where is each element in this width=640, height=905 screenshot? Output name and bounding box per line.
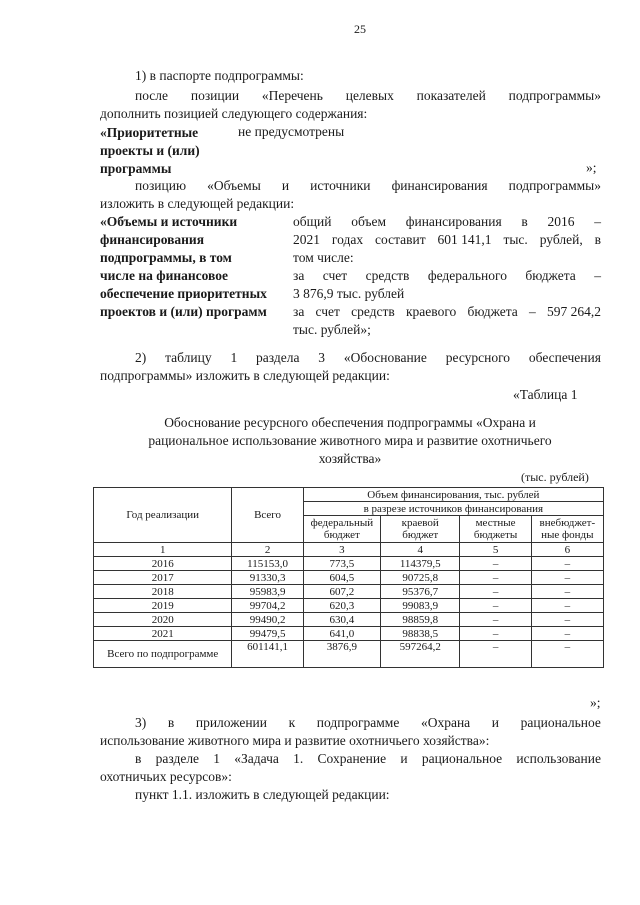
priority-value: не предусмотрены <box>238 124 345 139</box>
cell-local: – <box>460 613 531 627</box>
item3-line1: 3) в приложении к подпрограмме «Охрана и рациональное <box>135 715 601 730</box>
closing-quote-1: »; <box>586 160 597 175</box>
position-line2: изложить в следующей редакции: <box>100 196 295 211</box>
volumes-line2: 2021 годах составит 601 141,1 тыс. рублей, в <box>293 232 601 247</box>
cell-local: – <box>460 641 531 668</box>
volumes-value <box>293 213 601 339</box>
cell-offbudget: – <box>531 613 603 627</box>
cell-total: 115153,0 <box>232 557 303 571</box>
item1-line2: дополнить позицией следующего содержания: <box>100 106 368 121</box>
cell-local: – <box>460 585 531 599</box>
header-volume: Объем финансирования, тыс. рублей <box>303 488 603 502</box>
header-regional: краевой бюджет <box>381 516 460 543</box>
cell-regional: 597264,2 <box>381 641 460 668</box>
volumes-line7: тыс. рублей»; <box>293 322 371 337</box>
cell-total: 99490,2 <box>232 613 303 627</box>
cell-year: 2017 <box>94 571 232 585</box>
col-number: 2 <box>232 543 303 557</box>
cell-total: 99479,5 <box>232 627 303 641</box>
cell-federal: 620,3 <box>303 599 380 613</box>
position-line1: позицию «Объемы и источники финансирования подпрограммы» <box>135 178 601 193</box>
volumes-line1: общий объем финансирования в 2016 – <box>293 214 601 229</box>
volumes-line5: 3 876,9 тыс. рублей <box>293 286 405 301</box>
cell-local: – <box>460 571 531 585</box>
table-title: Обоснование ресурсного обеспечения подпрограммы «Охрана и рациональное использование животного мира и развитие охотничьего хозяйства» <box>148 415 552 466</box>
col-number: 6 <box>531 543 603 557</box>
item1-line1: после позиции «Перечень целевых показателей подпрограммы» <box>135 88 601 103</box>
priority-label: «Приоритетные проекты и (или) программы <box>100 125 200 176</box>
item3-line5: пункт 1.1. изложить в следующей редакции: <box>135 787 390 802</box>
volumes-line4: за счет средств федерального бюджета – <box>293 268 601 283</box>
cell-local: – <box>460 599 531 613</box>
cell-federal: 607,2 <box>303 585 380 599</box>
cell-offbudget: – <box>531 641 603 668</box>
cell-federal: 773,5 <box>303 557 380 571</box>
item3-line2: использование животного мира и развитие охотничьего хозяйства»: <box>100 733 490 748</box>
volumes-line3: том числе: <box>293 250 354 265</box>
header-sources: в разрезе источников финансирования <box>303 502 603 516</box>
item1-heading: 1) в паспорте подпрограммы: <box>135 68 304 83</box>
volumes-line6: за счет средств краевого бюджета – 597 264,2 <box>293 304 601 319</box>
cell-regional: 114379,5 <box>381 557 460 571</box>
cell-federal: 641,0 <box>303 627 380 641</box>
cell-offbudget: – <box>531 585 603 599</box>
cell-year: 2018 <box>94 585 232 599</box>
header-local: местные бюджеты <box>460 516 531 543</box>
cell-local: – <box>460 557 531 571</box>
table-row <box>94 571 604 585</box>
table-reference: «Таблица 1 <box>513 387 578 402</box>
table-total-row <box>94 641 604 668</box>
cell-total: 601141,1 <box>232 641 303 668</box>
col-number: 3 <box>303 543 380 557</box>
cell-federal: 604,5 <box>303 571 380 585</box>
column-number-row <box>94 543 604 557</box>
cell-year: 2021 <box>94 627 232 641</box>
cell-offbudget: – <box>531 557 603 571</box>
col-number: 4 <box>381 543 460 557</box>
header-federal: федеральный бюджет <box>303 516 380 543</box>
cell-total: 95983,9 <box>232 585 303 599</box>
header-offbudget: внебюджет-ные фонды <box>531 516 603 543</box>
cell-total-label: Всего по подпрограмме <box>94 641 232 668</box>
cell-local: – <box>460 627 531 641</box>
item3-line3: в разделе 1 «Задача 1. Сохранение и рациональное использование <box>135 751 601 766</box>
cell-federal: 3876,9 <box>303 641 380 668</box>
header-year: Год реализации <box>94 488 232 543</box>
page-number: 25 <box>354 22 366 36</box>
financing-table <box>93 487 604 668</box>
table-row <box>94 599 604 613</box>
col-number: 1 <box>94 543 232 557</box>
cell-offbudget: – <box>531 571 603 585</box>
item2-line1: 2) таблицу 1 раздела 3 «Обоснование ресурсного обеспечения <box>135 350 601 365</box>
table-row <box>94 557 604 571</box>
cell-year: 2019 <box>94 599 232 613</box>
col-number: 5 <box>460 543 531 557</box>
cell-total: 91330,3 <box>232 571 303 585</box>
item2-line2: подпрограммы» изложить в следующей редакции: <box>100 368 390 383</box>
cell-regional: 98838,5 <box>381 627 460 641</box>
table-row <box>94 585 604 599</box>
header-total: Всего <box>232 488 303 543</box>
cell-year: 2020 <box>94 613 232 627</box>
cell-regional: 98859,8 <box>381 613 460 627</box>
cell-total: 99704,2 <box>232 599 303 613</box>
table-row <box>94 613 604 627</box>
cell-offbudget: – <box>531 627 603 641</box>
table-closing-quote: »; <box>590 695 601 710</box>
cell-regional: 99083,9 <box>381 599 460 613</box>
cell-regional: 95376,7 <box>381 585 460 599</box>
item3-line4: охотничьих ресурсов»: <box>100 769 232 784</box>
volumes-label: «Объемы и источники финансирования подпрограммы, в том числе на финансовое обеспечение приоритетных проектов и (или) программ <box>100 214 267 319</box>
cell-regional: 90725,8 <box>381 571 460 585</box>
cell-year: 2016 <box>94 557 232 571</box>
table-row <box>94 627 604 641</box>
table-unit: (тыс. рублей) <box>521 470 589 484</box>
table-header-row-1 <box>94 488 604 502</box>
cell-offbudget: – <box>531 599 603 613</box>
cell-federal: 630,4 <box>303 613 380 627</box>
